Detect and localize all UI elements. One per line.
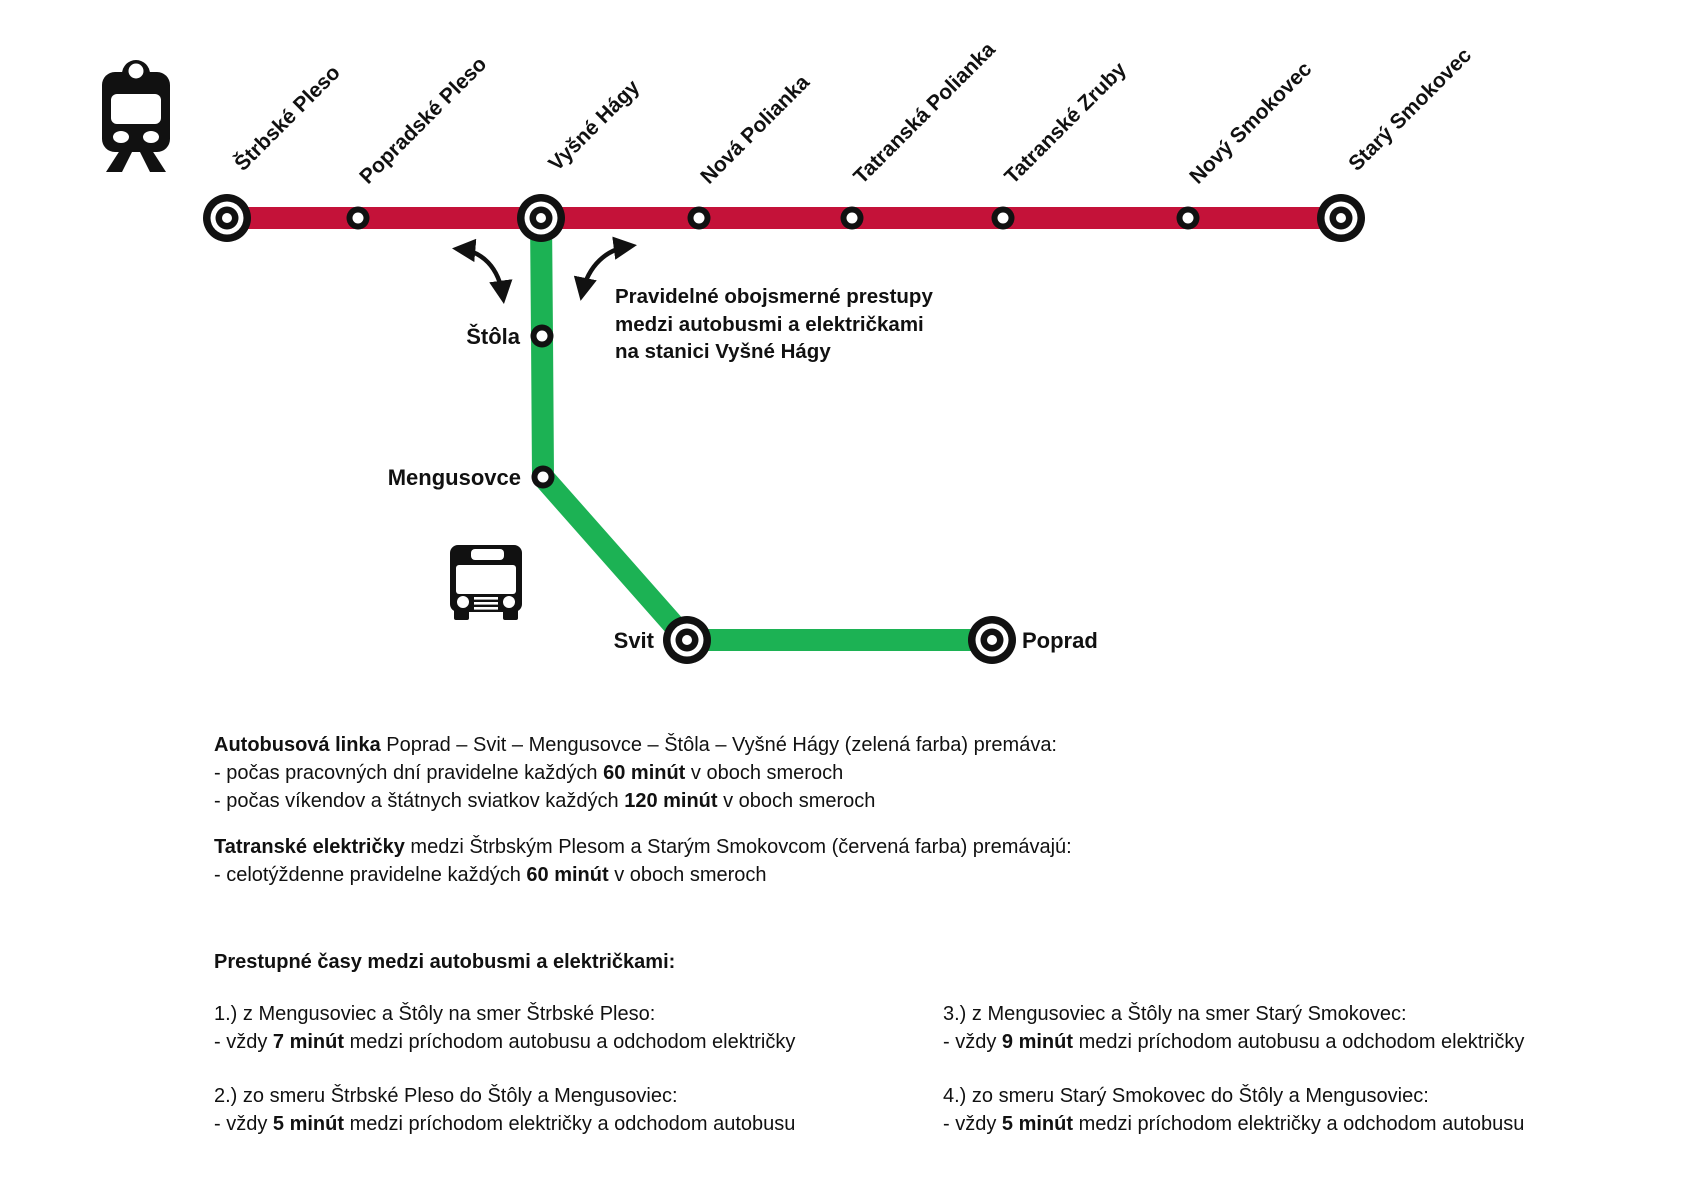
bus-service-title — [214, 731, 1057, 759]
transfer-note-line3: na stanici Vyšné Hágy — [615, 340, 831, 363]
transfer-item-3-detail — [943, 1028, 1524, 1056]
station-marker-tatranska-polianka — [841, 207, 864, 230]
rail-service-paragraph — [214, 833, 1072, 889]
rail-service-title-bold: Tatranské električky — [214, 836, 405, 858]
transfer-item-1 — [214, 1000, 795, 1056]
transfer-note-line1: Pravidelné obojsmerné prestupy — [615, 285, 933, 308]
text: - počas pracovných dní pravidelne každých — [214, 762, 604, 784]
bus-service-line1 — [214, 759, 1057, 787]
station-label-mengusovce: Mengusovce — [387, 465, 521, 490]
transfer-times-heading: Prestupné časy medzi autobusmi a električkami: — [214, 951, 676, 973]
station-label-nova-polianka: Nová Polianka — [696, 70, 815, 189]
text: - vždy — [214, 1031, 273, 1053]
station-marker-stola — [531, 325, 554, 348]
rail-service-title — [214, 833, 1072, 861]
text: medzi príchodom električky a odchodom autobusu — [1073, 1113, 1525, 1135]
transfer-note-line2: medzi autobusmi a električkami — [615, 313, 924, 336]
bus-service-paragraph — [214, 731, 1057, 815]
transfer-item-1-title: 1.) z Mengusoviec a Štôly na smer Štrbské Pleso: — [214, 1003, 656, 1025]
interval-60min: 60 minút — [603, 762, 686, 784]
station-label-tatranska-polianka: Tatranská Polianka — [849, 38, 1000, 189]
transfer-time-9min: 9 minút — [1001, 1031, 1074, 1053]
station-marker-tatranske-zruby — [992, 207, 1015, 230]
text: v oboch smeroch — [685, 762, 844, 784]
bus-line — [541, 218, 992, 640]
station-marker-nova-polianka — [688, 207, 711, 230]
text: - počas víkendov a štátnych sviatkov každých — [214, 790, 625, 812]
text: - vždy — [943, 1113, 1002, 1135]
station-marker-svit — [663, 616, 711, 664]
transfer-item-4-detail — [943, 1110, 1524, 1138]
transfer-item-4 — [943, 1082, 1524, 1138]
bus-service-line2 — [214, 787, 1057, 815]
station-label-novy-smokovec: Nový Smokovec — [1185, 57, 1317, 189]
station-label-poprad: Poprad — [1022, 628, 1098, 653]
station-label-tatranske-zruby: Tatranské Zruby — [1000, 57, 1131, 189]
text: - celotýždenne pravidelne každých — [214, 864, 527, 886]
station-marker-stary-smokovec — [1317, 194, 1365, 242]
text: v oboch smeroch — [608, 864, 767, 886]
transfer-arrow-left — [459, 249, 503, 297]
transfer-item-2 — [214, 1082, 795, 1138]
station-marker-novy-smokovec — [1177, 207, 1200, 230]
transfer-item-2-title: 2.) zo smeru Štrbské Pleso do Štôly a Mengusoviec: — [214, 1085, 678, 1107]
text: medzi príchodom autobusu a odchodom električky — [344, 1031, 796, 1053]
text: medzi príchodom autobusu a odchodom električky — [1073, 1031, 1525, 1053]
transfer-item-2-detail — [214, 1110, 795, 1138]
text: medzi príchodom električky a odchodom autobusu — [344, 1113, 796, 1135]
station-label-svit: Svit — [613, 628, 654, 653]
transfer-item-3-title: 3.) z Mengusoviec a Štôly na smer Starý Smokovec: — [943, 1003, 1407, 1025]
station-marker-mengusovce — [532, 466, 555, 489]
rail-service-title-rest: medzi Štrbským Plesom a Starým Smokovcom (červená farba) premávajú: — [404, 836, 1072, 858]
station-label-vysne-hagy: Vyšné Hágy — [544, 75, 645, 176]
station-label-strbske-pleso: Štrbské Pleso — [230, 61, 345, 176]
station-label-stola: Štôla — [466, 324, 520, 349]
transfer-item-4-title: 4.) zo smeru Starý Smokovec do Štôly a Mengusoviec: — [943, 1085, 1429, 1107]
interval-60min: 60 minút — [526, 864, 609, 886]
bus-icon — [450, 545, 522, 620]
station-label-stary-smokovec: Starý Smokovec — [1344, 43, 1477, 176]
station-marker-poprad — [968, 616, 1016, 664]
text: v oboch smeroch — [717, 790, 876, 812]
transfer-item-1-detail — [214, 1028, 795, 1056]
station-marker-strbske-pleso — [203, 194, 251, 242]
transfer-time-7min: 7 minút — [272, 1031, 345, 1053]
station-label-popradske-pleso: Popradské Pleso — [355, 52, 492, 189]
transfer-item-3 — [943, 1000, 1524, 1056]
station-marker-popradske-pleso — [347, 207, 370, 230]
interval-120min: 120 minút — [624, 790, 718, 812]
rail-service-line1 — [214, 861, 1072, 889]
bus-service-title-rest: Poprad – Svit – Mengusovce – Štôla – Vyšné Hágy (zelená farba) premáva: — [380, 734, 1057, 756]
text: - vždy — [943, 1031, 1002, 1053]
bus-service-title-bold: Autobusová linka — [214, 734, 381, 756]
transfer-time-5min: 5 minút — [1001, 1113, 1074, 1135]
train-icon — [102, 60, 170, 172]
text: - vždy — [214, 1113, 273, 1135]
station-marker-vysne-hagy — [517, 194, 565, 242]
transfer-time-5min: 5 minút — [272, 1113, 345, 1135]
